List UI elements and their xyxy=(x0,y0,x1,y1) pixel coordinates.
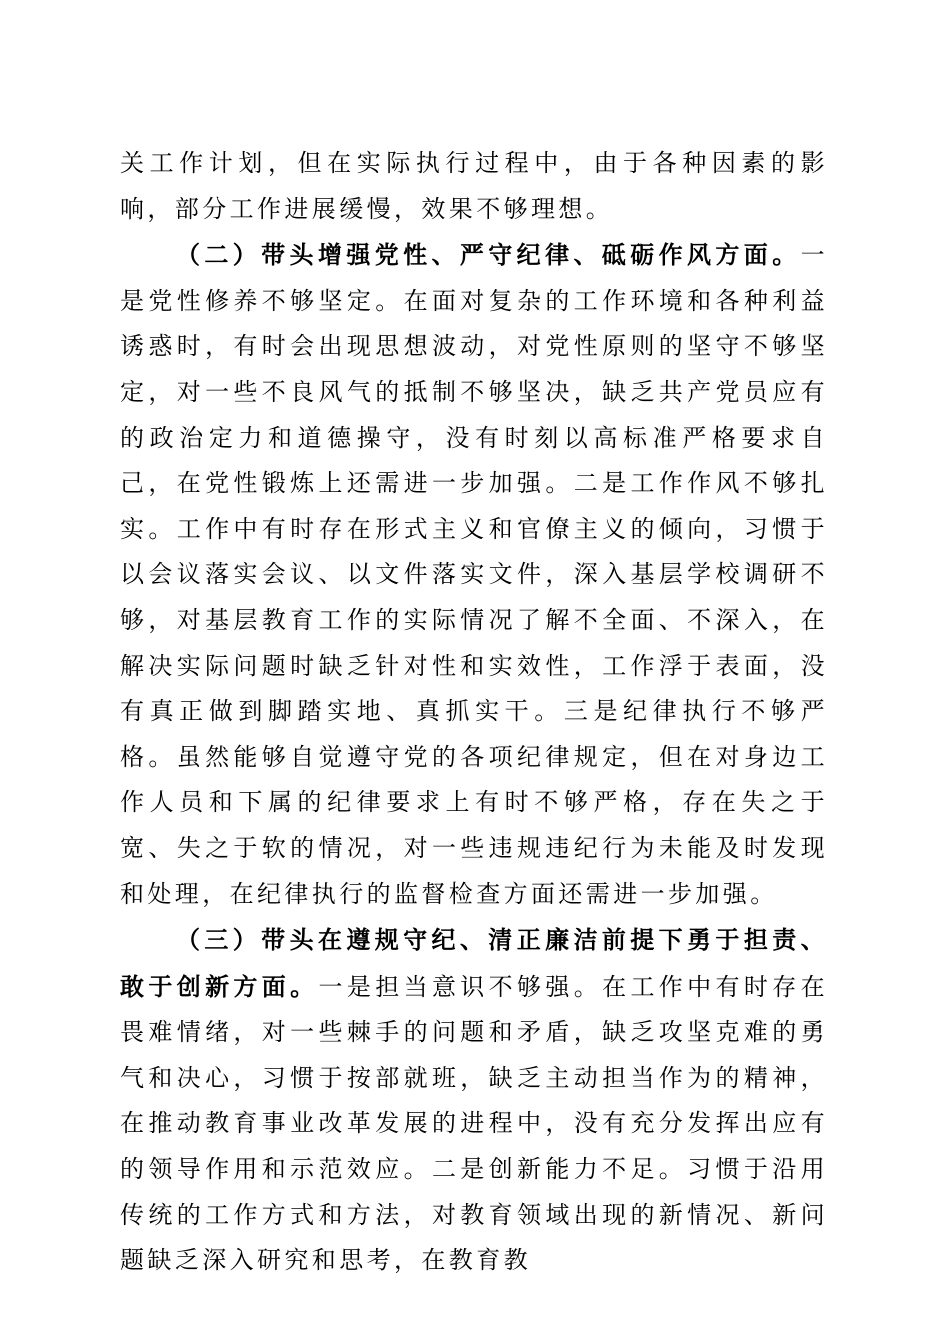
paragraph-section-2 xyxy=(120,232,828,917)
paragraph-text: 一是担当意识不够强。在工作中有时存在畏难情绪，对一些棘手的问题和矛盾，缺乏攻坚克难的勇气和决心，习惯于按部就班，缺乏主动担当作为的精神，在推动教育事业改革发展的进程中，没有充分发挥出应有的领导作用和示范效应。二是创新能力不足。习惯于沿用传统的工作方式和方法，对教育领域出现的新情况、新问题缺乏深入研究和思考，在教育教 xyxy=(120,972,828,1275)
section-heading: （三）带头在遵规守纪、清正廉洁前提下勇于担责、敢于创新方面。 xyxy=(120,925,828,1001)
section-heading: （二）带头增强党性、严守纪律、砥砺作风方面。 xyxy=(176,240,801,270)
paragraph-section-3 xyxy=(120,917,828,1284)
paragraph-text: 关工作计划，但在实际执行过程中，由于各种因素的影响，部分工作进展缓慢，效果不够理想。 xyxy=(120,149,828,223)
paragraph-continuation xyxy=(120,141,828,232)
document-page xyxy=(120,141,828,1284)
paragraph-text: 一是党性修养不够坚定。在面对复杂的工作环境和各种利益诱惑时，有时会出现思想波动，对党性原则的坚守不够坚定，对一些不良风气的抵制不够坚决，缺乏共产党员应有的政治定力和道德操守，没有时刻以高标准严格要求自己，在党性锻炼上还需进一步加强。二是工作作风不够扎实。工作中有时存在形式主义和官僚主义的倾向，习惯于以会议落实会议、以文件落实文件，深入基层学校调研不够，对基层教育工作的实际情况了解不全面、不深入，在解决实际问题时缺乏针对性和实效性，工作浮于表面，没有真正做到脚踏实地、真抓实干。三是纪律执行不够严格。虽然能够自觉遵守党的各项纪律规定，但在对身边工作人员和下属的纪律要求上有时不够严格，存在失之于宽、失之于软的情况，对一些违规违纪行为未能及时发现和处理，在纪律执行的监督检查方面还需进一步加强。 xyxy=(120,241,828,908)
